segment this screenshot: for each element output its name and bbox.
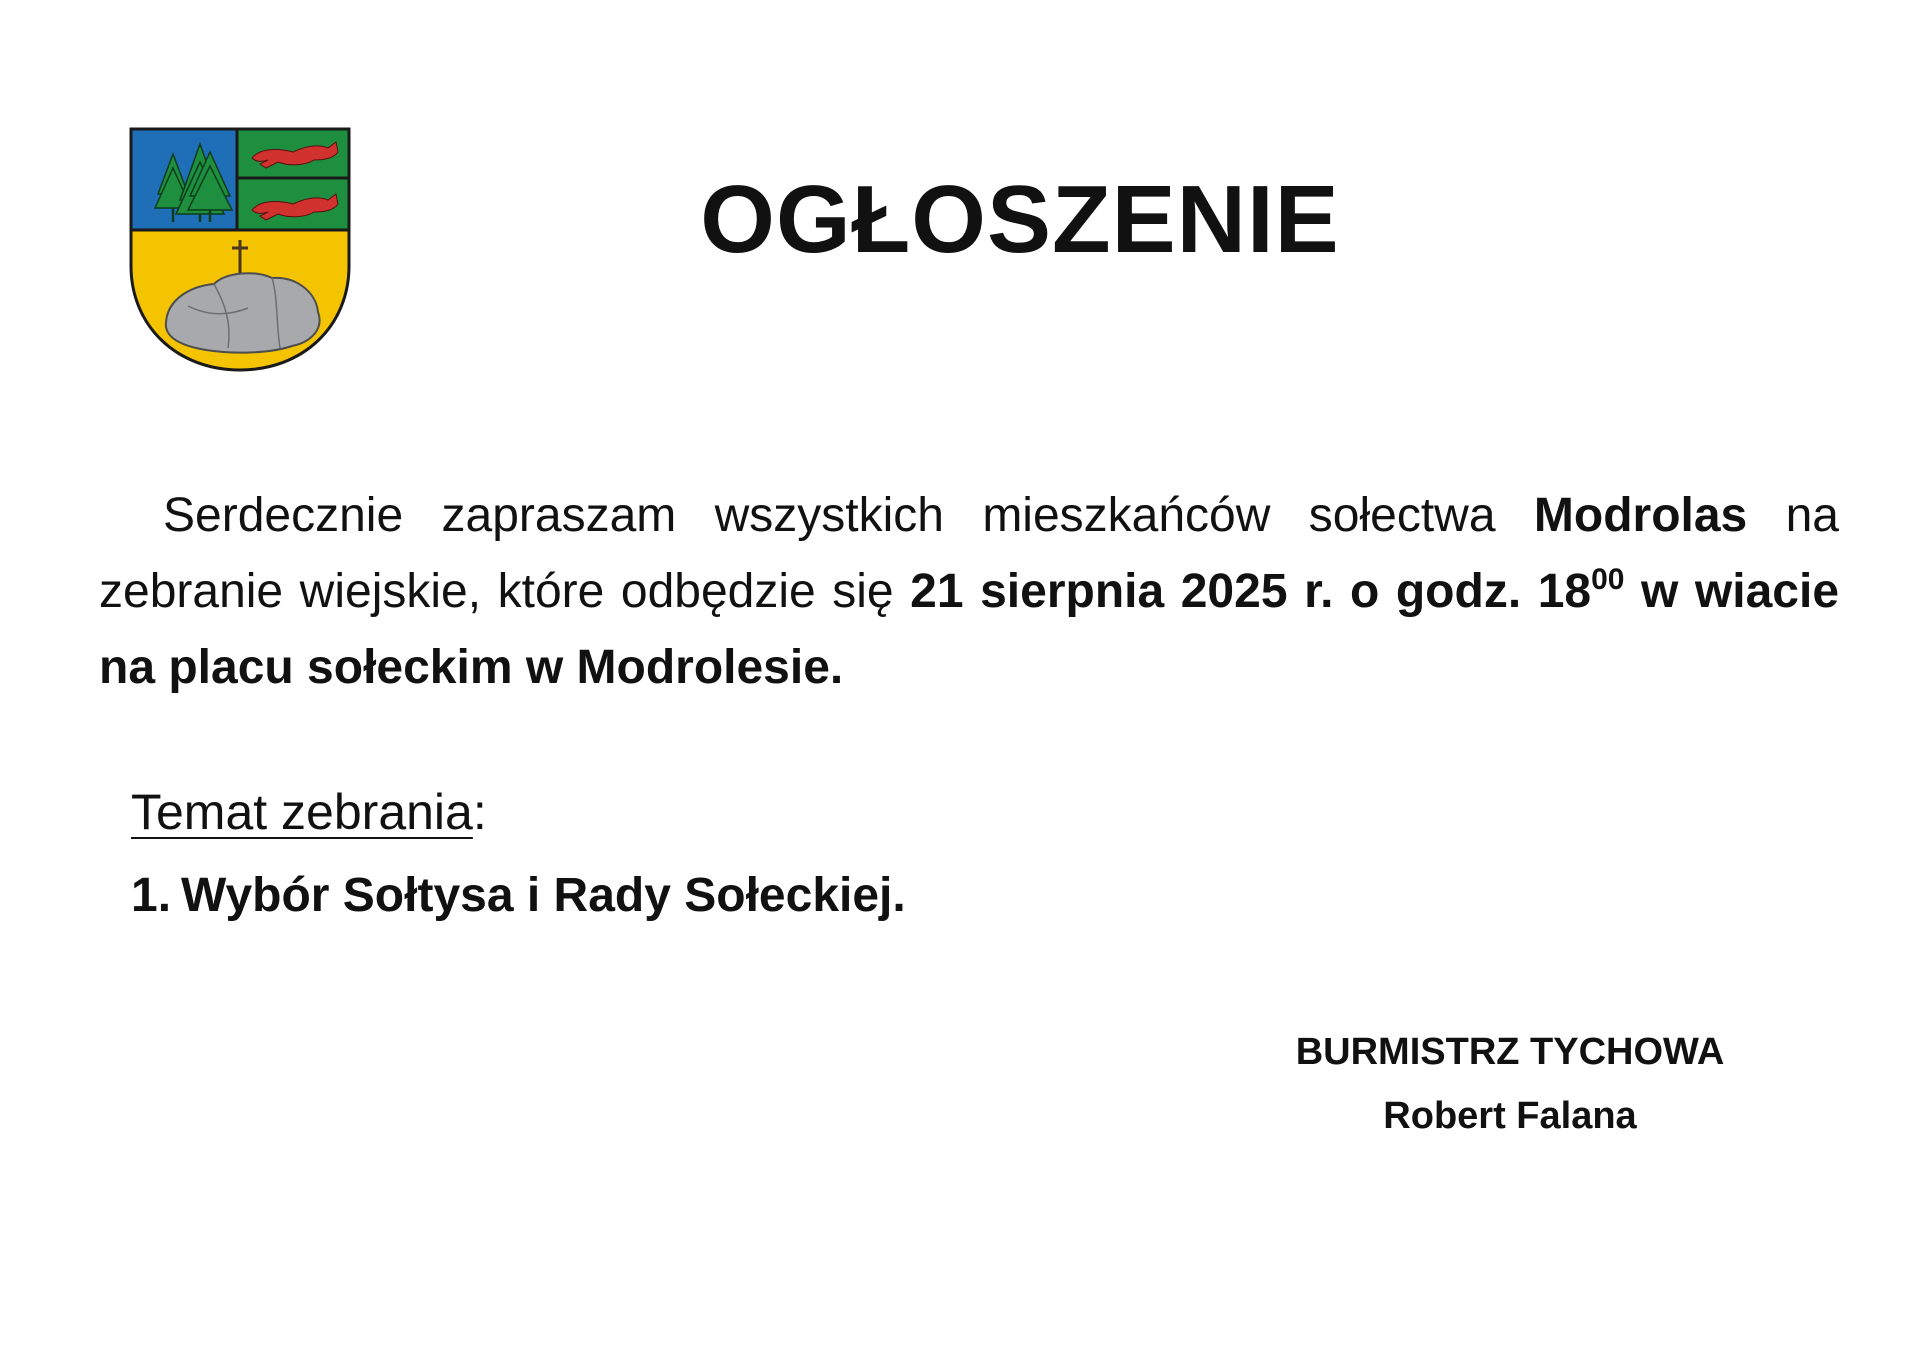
paragraph-middle: na zebranie wiejskie, które odbędzie się — [99, 489, 1839, 618]
agenda-list — [131, 866, 906, 926]
topic-heading — [131, 782, 487, 842]
signature-block — [1230, 1020, 1790, 1148]
village-name: Modrolas — [1533, 489, 1748, 542]
topic-label: Temat zebrania — [131, 784, 473, 840]
invitation-paragraph — [99, 478, 1839, 706]
meeting-date-time: 21 sierpnia 2025 r. o godz. 18 — [910, 565, 1592, 618]
topic-colon: : — [472, 784, 487, 840]
meeting-location: w wiacie na placu sołeckim w Modrolesie. — [99, 565, 1840, 694]
list-item — [131, 866, 906, 926]
agenda-item-number: 1. — [131, 869, 172, 922]
signature-name: Robert Falana — [1383, 1095, 1637, 1137]
paragraph-intro: Serdecznie zapraszam wszystkich mieszkańców sołectwa — [163, 489, 1534, 542]
coat-of-arms-icon — [128, 126, 352, 374]
signature-office: BURMISTRZ TYCHOWA — [1295, 1031, 1725, 1073]
meeting-time-minutes: 00 — [1591, 563, 1625, 596]
page-title: OGŁOSZENIE — [700, 166, 1340, 273]
agenda-item-text: Wybór Sołtysa i Rady Sołeckiej. — [181, 869, 906, 922]
